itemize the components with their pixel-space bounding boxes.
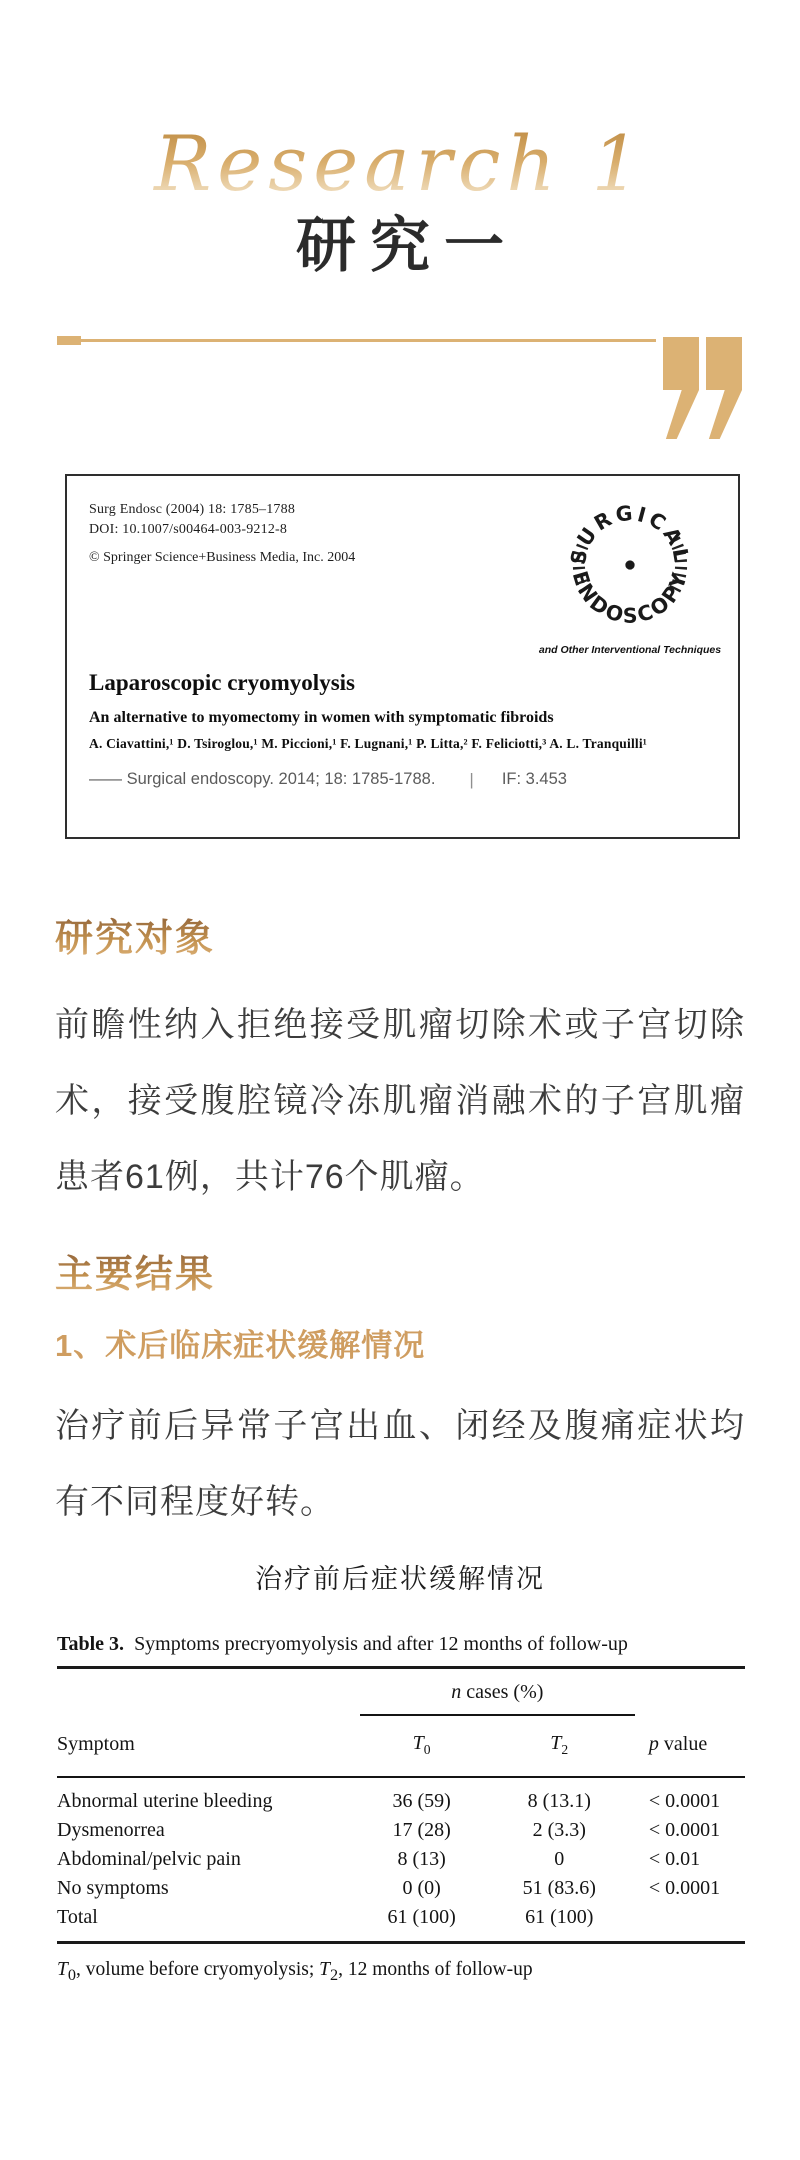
col-t2: $T_2$ [484,1715,635,1777]
surgical-endoscopy-logo [530,486,730,656]
cell-symptom: Dysmenorrea [57,1819,165,1842]
cell-t0: 8 (13) [397,1848,446,1871]
group-header-spacer [635,1668,745,1716]
cell-t2: 2 (3.3) [532,1819,586,1842]
logo-tagline: and Other Interventional Techniques [538,644,722,656]
divider-line [57,339,656,342]
journal-reference: Surg Endosc (2004) 18: 1785–1788 [89,502,296,517]
journal-table-figure [57,1631,745,1985]
cell-t0: 36 (59) [392,1790,451,1813]
group-header-ncases: n cases (%) [360,1668,635,1716]
symptoms-table [57,1666,745,1944]
logo-word-endoscopy: ENDOSCOPY [567,568,693,628]
logo-circle-icon [551,486,709,644]
cell-t0: 61 (100) [387,1906,456,1929]
research-script-title: Research 1 [0,126,800,202]
citation-text: —— Surgical endoscopy. 2014; 18: 1785-1788. [89,770,436,789]
table-row [57,1903,745,1943]
table-column-header-row [57,1715,745,1777]
citation-row [89,770,716,790]
quote-mark-right [706,337,742,439]
paper-authors: A. Ciavattini,¹ D. Tsiroglou,¹ M. Piccioni,¹ F. Lugnani,¹ P. Litta,² F. Feliciotti,³ A. L. Tranquilli¹ [89,735,648,751]
cell-pvalue [635,1903,745,1943]
result1-paragraph: 治疗前后异常子宫出血、闭经及腹痛症状均有不同程度好转。 [55,1407,745,1522]
table-row [57,1874,745,1903]
col-symptom: Symptom [57,1715,360,1777]
cell-t2: 8 (13.1) [527,1790,591,1813]
table-row [57,1845,745,1874]
close-quote-icon [663,337,742,439]
logo-word-surgical: SURGICAL [565,500,695,567]
gold-divider [57,339,742,342]
table-title-label: Table 3. [57,1633,125,1656]
quote-mark-left [663,337,699,439]
impact-factor: IF: 3.453 [501,770,567,789]
cell-t2: 0 [554,1848,565,1871]
paper-title: Laparoscopic cryomyolysis [89,669,355,695]
result1-subheading: 1、术后临床症状缓解情况 [55,1327,426,1363]
table-footnote: $T_0$, volume before cryomyolysis; $T_2$, 12 months of follow-up [57,1959,533,1985]
cell-pvalue: < 0.01 [648,1848,701,1871]
logo-center-dot [625,560,634,569]
table-title-text: Symptoms precryomyolysis and after 12 months of follow-up [134,1633,628,1656]
article-page [0,119,800,2160]
table-group-header-row [57,1668,745,1716]
table-row [57,1816,745,1845]
col-t0: $T_0$ [360,1715,484,1777]
cell-t2: 61 (100) [525,1906,594,1929]
cell-pvalue: < 0.0001 [648,1819,721,1842]
results-heading: 主要结果 [55,1250,216,1296]
cell-symptom: Total [57,1906,98,1929]
svg-text:SURGICAL [566,501,694,567]
table-row [57,1777,745,1816]
journal-copyright: © Springer Science+Business Media, Inc. 2004 [89,549,356,565]
svg-text:ENDOSCOPY [568,568,693,628]
citation-separator: | [469,769,474,789]
group-header-spacer [57,1668,360,1716]
table-title [57,1631,745,1657]
cell-t0: 0 (0) [402,1877,441,1900]
col-pvalue: p value [635,1715,745,1777]
subjects-paragraph: 前瞻性纳入拒绝接受肌瘤切除术或子宫切除术，接受腹腔镜冷冻肌瘤消融术的子宫肌瘤患者61例，共计76个肌瘤。 [55,1005,745,1196]
subjects-heading: 研究对象 [55,915,216,960]
cell-symptom: No symptoms [57,1877,169,1900]
cell-pvalue: < 0.0001 [648,1877,721,1900]
cell-symptom: Abdominal/pelvic pain [57,1848,241,1871]
journal-doi: DOI: 10.1007/s00464-003-9212-8 [89,522,288,538]
cell-pvalue: < 0.0001 [648,1790,721,1813]
cell-symptom: Abnormal uterine bleeding [57,1790,273,1813]
table-caption-cn: 治疗前后症状缓解情况 [255,1564,545,1595]
journal-article-card [65,474,740,839]
research-cn-title: 研究一 [296,211,518,281]
cell-t0: 17 (28) [392,1819,451,1842]
cell-t2: 51 (83.6) [522,1877,596,1900]
paper-subtitle: An alternative to myomectomy in women with symptomatic fibroids [89,708,554,726]
